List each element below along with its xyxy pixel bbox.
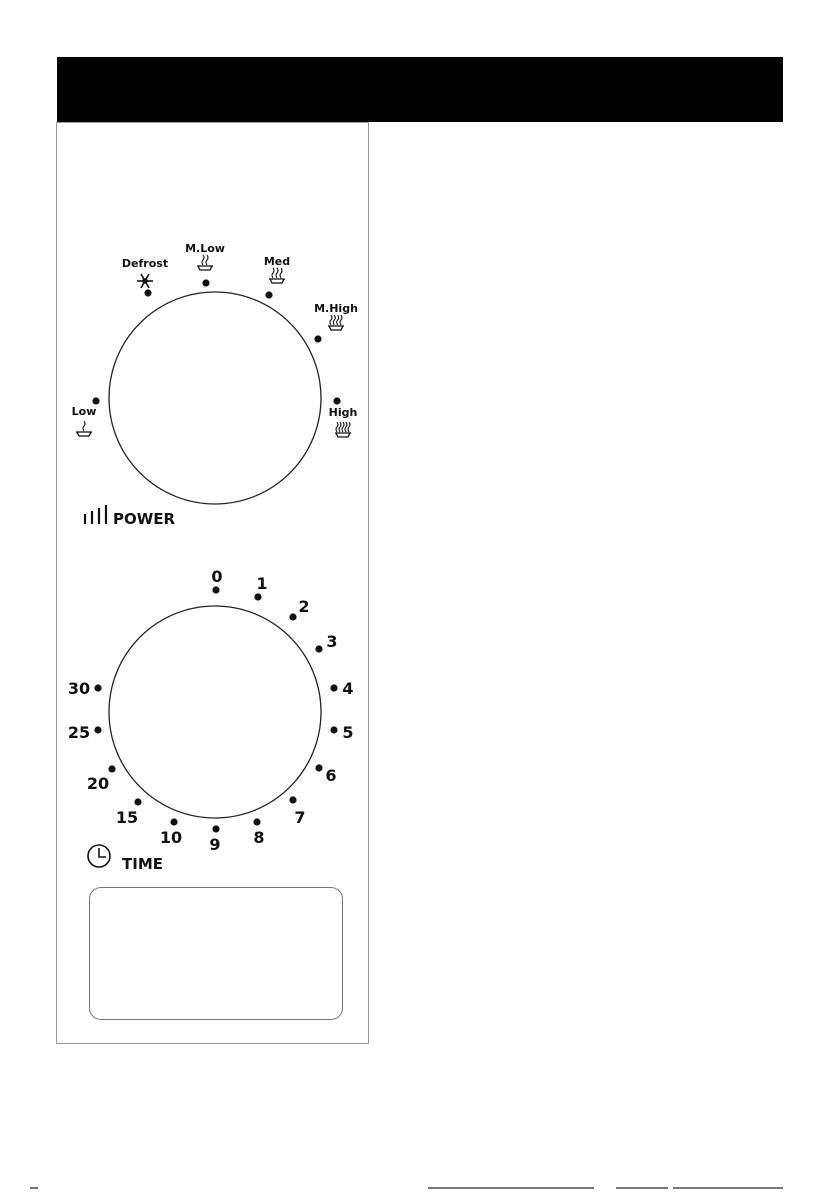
high-heat-icon [335,422,351,437]
footer-rule [673,1187,783,1189]
time-dot-1 [254,593,261,600]
time-dot-20 [108,765,115,772]
time-dot-15 [134,798,141,805]
time-dot-6 [315,764,322,771]
time-label-15: 15 [115,808,139,827]
medium-heat-icon [269,268,285,283]
power-label-defrost: Defrost [121,257,169,270]
time-label-2: 2 [298,597,310,616]
power-dot-med [265,291,272,298]
power-label-m-low: M.Low [185,242,225,255]
time-label-9: 9 [209,835,221,854]
time-label-10: 10 [159,828,183,847]
time-label-30: 30 [67,679,91,698]
snowflake-icon [137,274,153,288]
time-label-6: 6 [325,766,337,785]
time-dots [94,586,337,832]
time-dot-4 [330,684,337,691]
power-label-med: Med [263,255,291,268]
time-label-8: 8 [253,828,265,847]
medium-low-heat-icon [197,255,213,270]
power-dot-low [92,397,99,404]
time-dot-2 [289,613,296,620]
footer-rule [30,1187,38,1189]
time-dot-7 [289,796,296,803]
time-dot-10 [170,818,177,825]
power-label-high: High [328,406,358,419]
time-dot-5 [330,726,337,733]
time-label-3: 3 [326,632,338,651]
power-bars-icon [85,505,106,524]
time-dot-30 [94,684,101,691]
time-label-20: 20 [86,774,110,793]
time-label-5: 5 [342,723,354,742]
footer-rule [616,1187,668,1189]
display-window [89,887,343,1020]
power-dot-defrost [144,289,151,296]
time-label-1: 1 [256,574,268,593]
power-label-low: Low [71,405,97,418]
medium-high-heat-icon [328,315,344,330]
power-dot-high [333,397,340,404]
time-label-25: 25 [67,723,91,742]
time-knob[interactable] [109,606,321,818]
time-dot-3 [315,645,322,652]
time-dot-0 [212,586,219,593]
clock-icon [88,845,110,867]
time-label-7: 7 [294,808,306,827]
footer-rule [428,1187,594,1189]
power-dots [92,279,340,404]
power-label-m-high: M.High [314,302,358,315]
time-dot-9 [212,825,219,832]
power-title: POWER [113,510,176,528]
low-heat-icon [76,421,92,436]
time-dot-25 [94,726,101,733]
power-dot-m-high [314,335,321,342]
power-dot-m-low [202,279,209,286]
time-label-4: 4 [342,679,354,698]
time-label-0: 0 [211,567,223,586]
time-title: TIME [122,855,163,873]
time-dot-8 [253,818,260,825]
power-knob[interactable] [109,292,321,504]
